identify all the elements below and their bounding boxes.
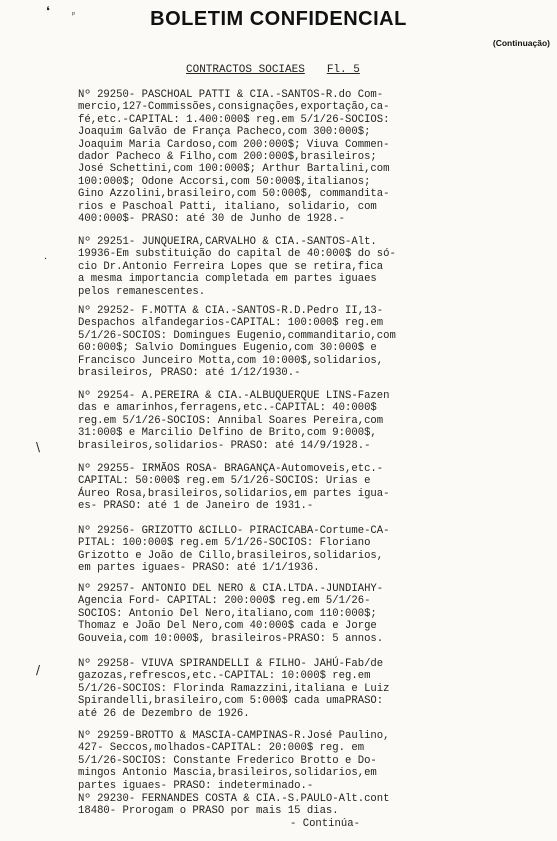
continues-label: - Continúa- bbox=[290, 818, 360, 830]
entry-line: Nº 29230- FERNANDES COSTA & CIA.-S.PAULO-Alt.cont bbox=[78, 793, 390, 805]
entry-line: 5/1/26-SOCIOS: Domingues Eugenio,commanditario,com bbox=[78, 329, 396, 342]
entry-line: 5/1/26-SOCIOS: Constante Frederico Brotto e Do- bbox=[78, 754, 377, 767]
sheet-number: Fl. 5 bbox=[326, 64, 360, 76]
entry-line: dador Pacheco & Filho,com 200:000$,brasileiros; bbox=[78, 151, 377, 164]
page-title: BOLETIM CONFIDENCIAL bbox=[150, 8, 407, 30]
registry-entry bbox=[78, 583, 548, 645]
entry-line: Thomaz e João Del Nero,com 40:000$ cada e Jorge bbox=[78, 620, 377, 633]
entry-line: 427- Seccos,molhados-CAPITAL: 20:000$ reg. em bbox=[78, 742, 365, 755]
entry-line: brasileiros,solidarios- PRASO: até 14/9/1928.- bbox=[78, 439, 371, 452]
entry-line: brasileiros, PRASO: até 1/12/1930.- bbox=[78, 367, 301, 380]
entry-line: mingos Antonio Mascia,brasileiros,solidarios,em bbox=[78, 767, 377, 780]
entry-line: Gino Azzolini,brasileiro,com 50:000$, commandita- bbox=[78, 188, 390, 201]
registry-entry bbox=[78, 730, 548, 792]
margin-mark: \ bbox=[36, 440, 41, 454]
entry-line: gazozas,refrescos,etc.-CAPITAL: 10:000$ reg.em bbox=[78, 670, 371, 683]
entry-line: PITAL: 100:000$ reg.em 5/1/26-SOCIOS: Floriano bbox=[78, 537, 371, 550]
entry-line: Francisco Junceiro Motta,com 10:000$,solidarios, bbox=[78, 354, 384, 367]
registry-entry bbox=[78, 236, 548, 298]
entry-line: CAPITAL: 50:000$ reg.em 5/1/26-SOCIOS: Urias e bbox=[78, 475, 371, 488]
entry-line: 100:000$; Odone Accorsi,com 50:000$,italianos; bbox=[78, 175, 371, 188]
entry-line: Nº 29259-BROTTO & MASCIA-CAMPINAS-R.José Paulino, bbox=[78, 730, 390, 742]
entry-line: Nº 29250- PASCHOAL PATTI & CIA.-SANTOS-R.do Com- bbox=[78, 89, 384, 101]
entry-line: 31:000$ e Marcilio Delfino de Brito,com 9:000$, bbox=[78, 427, 377, 440]
entry-line: José Schettini,com 100:000$; Arthur Bartalini,com bbox=[78, 163, 390, 176]
registry-entry bbox=[78, 463, 548, 513]
entry-line: Spirandelli,brasileiro,com 5:000$ cada umaPRASO: bbox=[78, 695, 384, 708]
entry-line: es- PRASO: até 1 de Janeiro de 1931.- bbox=[78, 500, 314, 513]
margin-mark: . bbox=[44, 251, 48, 262]
entry-line: Nº 29255- IRMÃOS ROSA- BRAGANÇA-Automoveis,etc.- bbox=[78, 463, 384, 475]
section-heading bbox=[186, 64, 360, 76]
ink-speck-mark: ᵖ bbox=[72, 10, 76, 19]
entry-line: SOCIOS: Antonio Del Nero,italiano,com 110:000$; bbox=[78, 607, 377, 620]
entry-line: Nº 29251- JUNQUEIRA,CARVALHO & CIA.-SANTOS-Alt. bbox=[78, 236, 377, 248]
entry-line: 5/1/26-SOCIOS: Florinda Ramazzini,italiana e Luiz bbox=[78, 682, 390, 695]
entry-line: Áureo Rosa,brasileiros,solidarios,em partes igua- bbox=[78, 487, 390, 500]
entry-line: Nº 29252- F.MOTTA & CIA.-SANTOS-R.D.Pedro II,13- bbox=[78, 305, 384, 317]
entry-line: até 26 de Dezembro de 1926. bbox=[78, 707, 250, 720]
entry-line: em partes iguaes- PRASO: até 1/1/1936. bbox=[78, 562, 320, 575]
registry-entry bbox=[78, 89, 548, 225]
entry-line: mercio,127-Commissões,consignações,exportação,ca- bbox=[78, 101, 390, 114]
registry-entry bbox=[78, 390, 548, 452]
entry-line: 400:000$- PRASO: até 30 de Junho de 1928.- bbox=[78, 213, 346, 226]
continuation-label: (Continuação) bbox=[492, 38, 550, 48]
entry-line: Nº 29256- GRIZOTTO &CILLO- PIRACICABA-Cortume-CA- bbox=[78, 525, 390, 537]
entry-line: Joaquim Galvão de França Pacheco,com 300:000$; bbox=[78, 126, 371, 139]
registry-entry bbox=[78, 793, 548, 818]
entry-line: fé,etc.-CAPITAL: 1.400:000$ reg.em 5/1/26-SOCIOS: bbox=[78, 113, 390, 126]
entry-line: Despachos alfandegarios-CAPITAL: 100:000$ reg.em bbox=[78, 317, 384, 330]
registry-entry bbox=[78, 305, 548, 379]
entry-line: das e amarinhos,ferragens,etc.-CAPITAL: 40:000$ bbox=[78, 402, 377, 415]
entry-line: Nº 29254- A.PEREIRA & CIA.-ALBUQUERQUE LINS-Fazen bbox=[78, 390, 390, 402]
section-label: CONTRACTOS SOCIAES bbox=[186, 64, 305, 76]
entry-line: 18480- Prorogam o PRASO por mais 15 dias. bbox=[78, 805, 339, 818]
entry-line: cio Dr.Antonio Ferreira Lopes que se retira,fica bbox=[78, 260, 384, 273]
entry-line: Nº 29257- ANTONIO DEL NERO & CIA.LTDA.-JUNDIAHY- bbox=[78, 583, 384, 595]
entry-line: Agencia Ford- CAPITAL: 200:000$ reg.em 5/1/26- bbox=[78, 595, 371, 608]
entry-line: Nº 29258- VIUVA SPIRANDELLI & FILHO- JAHÚ-Fab/de bbox=[78, 658, 384, 670]
registry-entry bbox=[78, 658, 548, 720]
margin-mark: / bbox=[36, 663, 41, 677]
entry-line: Grizotto e João de Cillo,brasileiros,solidarios, bbox=[78, 549, 384, 562]
entry-line: a mesma importancia completada em partes iguaes bbox=[78, 273, 377, 286]
entry-line: partes iguaes- PRASO: indeterminado.- bbox=[78, 779, 314, 792]
entry-line: rios e Paschoal Patti, italiano, solidario, com bbox=[78, 200, 377, 213]
ink-speck-mark: ❛ bbox=[46, 4, 50, 18]
registry-entry bbox=[78, 525, 548, 575]
entry-line: 60:000$; Salvio Domingues Eugenio,com 30:000$ e bbox=[78, 342, 377, 355]
entry-line: Gouveia,com 10:000$, brasileiros-PRASO: 5 annos. bbox=[78, 632, 384, 645]
entry-line: 19936-Em substituição do capital de 40:000$ do só- bbox=[78, 248, 396, 261]
entry-line: Joaquim Maria Cardoso,com 200:000$; Viuva Commen- bbox=[78, 138, 390, 151]
entry-line: reg.em 5/1/26-SOCIOS: Annibal Soares Pereira,com bbox=[78, 414, 384, 427]
entry-line: pelos remanescentes. bbox=[78, 285, 206, 298]
